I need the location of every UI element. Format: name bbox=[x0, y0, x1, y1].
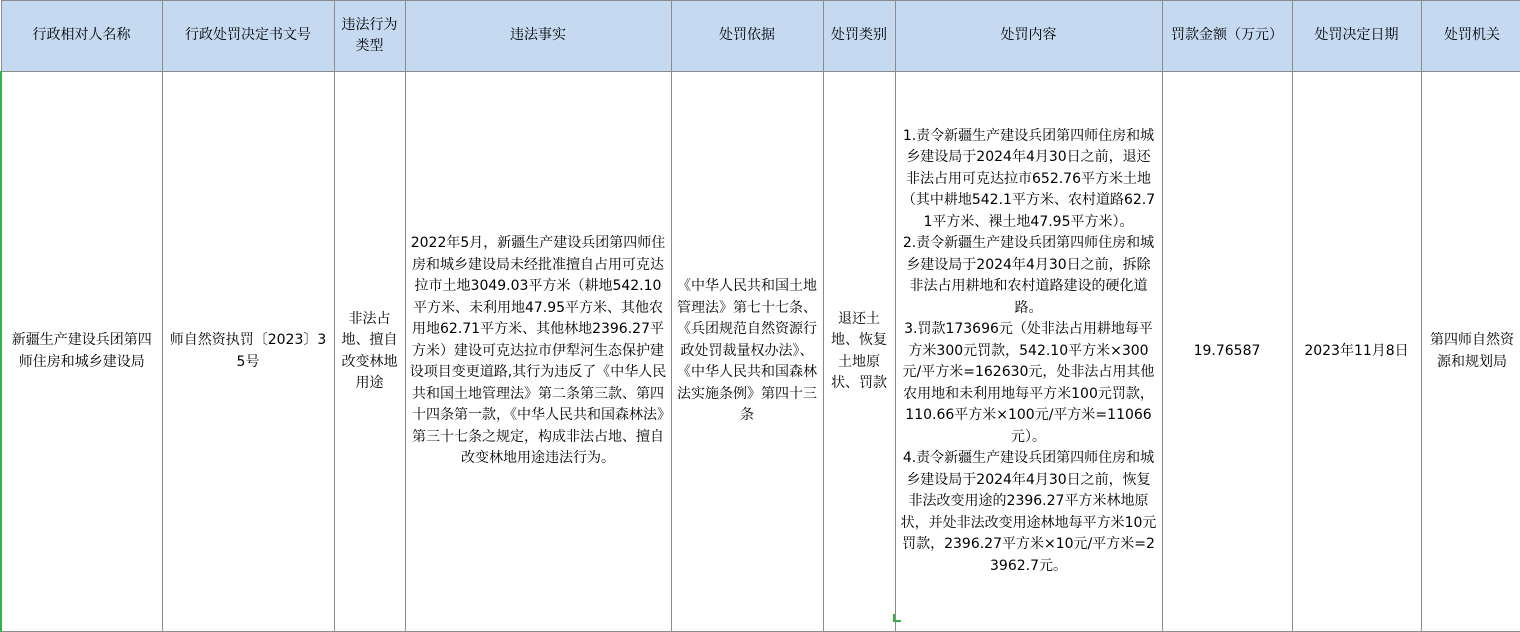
content-item-1: 1.责令新疆生产建设兵团第四师住房和城乡建设局于2024年4月30日之前，退还非法占用可克达拉市652.76平方米土地（其中耕地542.1平方米、农村道路62.71平方米、裸土地47.95平方米）。 bbox=[901, 127, 1156, 230]
content-item-2: 2.责令新疆生产建设兵团第四师住房和城乡建设局于2024年4月30日之前，拆除非法占用耕地和农村道路建设的硬化道路。 bbox=[902, 235, 1155, 316]
header-date[interactable]: 处罚决定日期 bbox=[1292, 1, 1421, 72]
header-party[interactable]: 行政相对人名称 bbox=[1, 1, 162, 72]
fill-handle-icon bbox=[893, 614, 901, 622]
cell-facts[interactable]: 2022年5月，新疆生产建设兵团第四师住房和城乡建设局未经批准擅自占用可克达拉市土地3049.03平方米（耕地542.10平方米、未利用地47.95平方米、其他农用地62.71平方米、其他林地2396.27平方米）建设可克达拉市伊犁河生态保护建设项目变更道路,其行为违反了《中华人民共和国土地管理法》第二条第三款、第四十四条第一款，《中华人民共和国森林法》第三十七条之规定，构成非法占地、擅自改变林地用途违法行为。 bbox=[405, 72, 671, 632]
header-content[interactable]: 处罚内容 bbox=[895, 1, 1162, 72]
header-row bbox=[1, 1, 1520, 72]
header-facts[interactable]: 违法事实 bbox=[405, 1, 671, 72]
cell-violation-type[interactable]: 非法占地、擅自改变林地用途 bbox=[334, 72, 405, 632]
header-doc-no[interactable]: 行政处罚决定书文号 bbox=[162, 1, 334, 72]
cell-party[interactable]: 新疆生产建设兵团第四师住房和城乡建设局 bbox=[1, 72, 162, 632]
cell-basis[interactable]: 《中华人民共和国土地管理法》第七十七条、《兵团规范自然资源行政处罚裁量权办法》、《中华人民共和国森林法实施条例》第四十三条 bbox=[671, 72, 823, 632]
header-authority[interactable]: 处罚机关 bbox=[1421, 1, 1520, 72]
header-basis[interactable]: 处罚依据 bbox=[671, 1, 823, 72]
content-item-3: 3.罚款173696元（处非法占用耕地每平方米300元罚款，542.10平方米×300元/平方米=162630元，处非法占用其他农用地和未利用地每平方米100元罚款，110.66平方米×100元/平方米=11066元）。 bbox=[902, 321, 1155, 445]
content-item-4: 4.责令新疆生产建设兵团第四师住房和城乡建设局于2024年4月30日之前，恢复非法改变用途的2396.27平方米林地原状，并处非法改变用途林地每平方米10元罚款，2396.27平方米×10元/平方米=23962.7元。 bbox=[900, 450, 1157, 574]
header-category[interactable]: 处罚类别 bbox=[823, 1, 895, 72]
table-row bbox=[1, 72, 1520, 632]
cell-date[interactable]: 2023年11月8日 bbox=[1292, 72, 1421, 632]
cell-authority[interactable]: 第四师自然资源和规划局 bbox=[1421, 72, 1520, 632]
cell-content[interactable] bbox=[895, 72, 1162, 632]
cell-doc-no[interactable]: 师自然资执罚〔2023〕35号 bbox=[162, 72, 334, 632]
header-violation-type[interactable]: 违法行为类型 bbox=[334, 1, 405, 72]
cell-amount[interactable]: 19.76587 bbox=[1162, 72, 1292, 632]
header-amount[interactable]: 罚款金额（万元） bbox=[1162, 1, 1292, 72]
cell-category[interactable]: 退还土地、恢复土地原状、罚款 bbox=[823, 72, 895, 632]
